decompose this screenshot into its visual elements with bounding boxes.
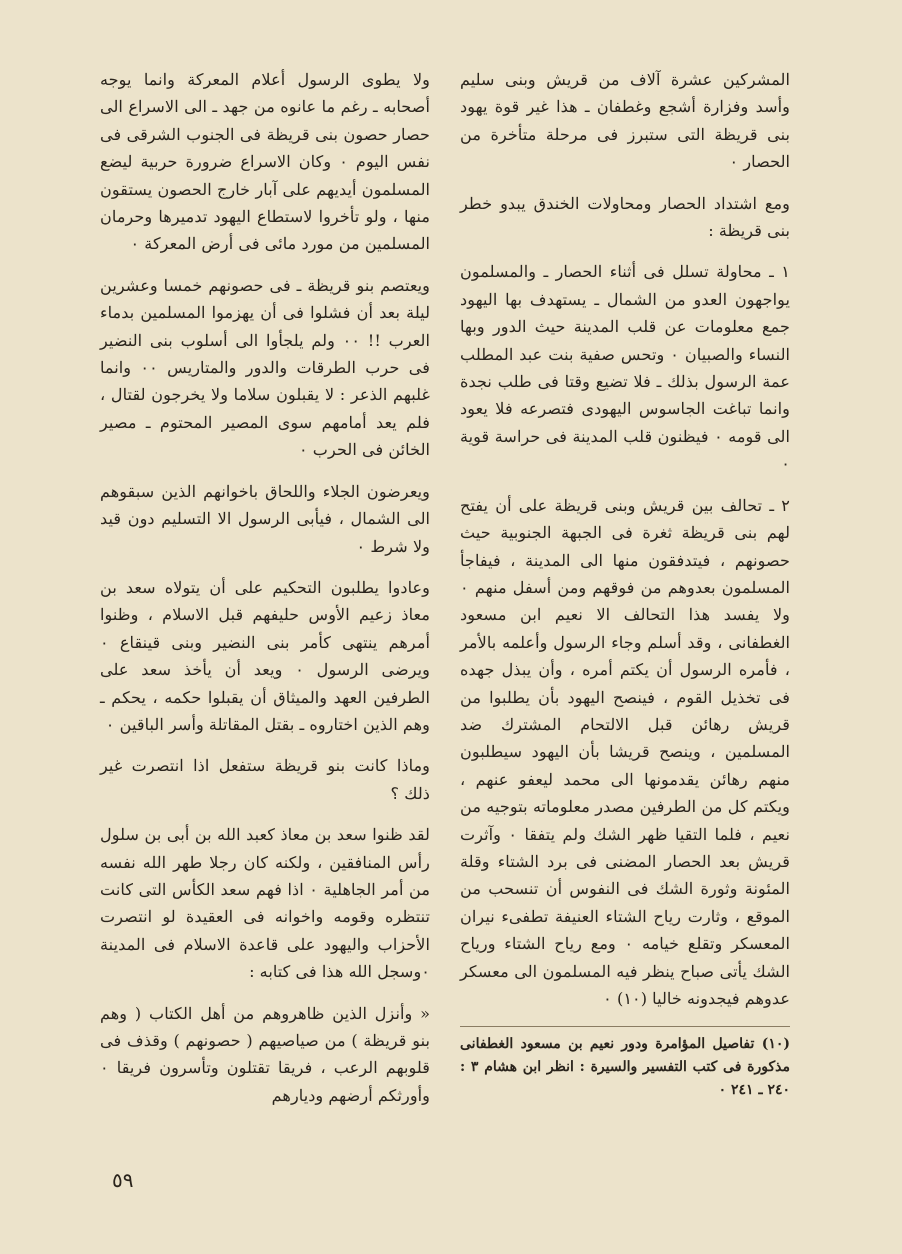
footnote-divider [460, 1026, 790, 1027]
paragraph: لقد ظنوا سعد بن معاذ كعبد الله بن أبى بن سلول رأس المنافقين ، ولكنه كان رجلا طهر الله نفسه من أمر الجاهلية ٠ اذا فهم سعد الكأس التى كانت تنتظره وقومه واخوانه فى العقيدة لو انتصرت الأحزاب واليهود على قاعدة الاسلام فى المدينة ٠وسجل الله هذا فى كتابه : [100, 825, 430, 982]
paragraph: وعادوا يطلبون التحكيم على أن يتولاه سعد بن معاذ زعيم الأوس حليفهم قبل الاسلام ، وظنوا أمرهم ينتهى كأمر بنى النضير وبنى قينقاع ٠ ويرضى الرسول ٠ ويعد أن يأخذ سعد على الطرفين العهد والميثاق أن يقبلوا حكمه ، يحكم ـ وهم الذين اختاروه ـ بقتل المقاتلة وأسر الباقين ٠ [100, 577, 430, 734]
paragraph: ومع اشتداد الحصار ومحاولات الخندق يبدو خطر بنى قريظة : [460, 193, 790, 241]
quran-quote: « وأنزل الذين ظاهروهم من أهل الكتاب ( وهم بنو قريظة ) من صياصيهم ( حصونهم ) وقذف فى قلوبهم الرعب ، فريقا تقتلون وتأسرون فريقا ٠ وأورثكم أرضهم وديارهم [100, 1003, 430, 1105]
footnote: (١٠) تفاصيل المؤامرة ودور نعيم بن مسعود الغطفانى مذكورة فى كتب التفسير والسيرة : انظر ابن هشام ٣ : ٢٤٠ ـ ٢٤١ ٠ [460, 1036, 790, 1099]
right-column [460, 66, 790, 1116]
page-number: ٥٩ [112, 1168, 134, 1192]
paragraph: ١ ـ محاولة تسلل فى أثناء الحصار ـ والمسلمون يواجهون العدو من الشمال ـ يستهدف بها اليهود جمع معلومات عن قلب المدينة حيث الدور وبها النساء والصبيان ٠ وتحس صفية بنت عبد المطلب عمة الرسول بذلك ـ فلا تضيع وقتا فى طلب نجدة وانما تباغت الجاسوس اليهودى فتصرعه فلا يعود الى قومه ٠ فيظنون قلب المدينة فى حراسة قوية ٠ [460, 262, 791, 474]
left-column [100, 66, 430, 1123]
paragraph: وماذا كانت بنو قريظة ستفعل اذا انتصرت غير ذلك ؟ [100, 756, 430, 803]
paragraph: المشركين عشرة آلاف من قريش وبنى سليم وأسد وفزارة أشجع وغطفان ـ هذا غير قوة يهود بنى قريظة التى ستبرز فى مرحلة متأخرة من الحصار ٠ [460, 70, 790, 172]
paragraph: ويعتصم بنو قريظة ـ فى حصونهم خمسا وعشرين ليلة بعد أن فشلوا فى أن يهزموا المسلمين بدماء العرب !! ٠٠ ولم يلجأوا الى أسلوب بنى النضير فى حرب الطرقات والدور والمتاريس ٠٠ وانما غلبهم الذعر : لا يقبلون سلاما ولا يخرجون لقتال ، فلم يعد أمامهم سوى المصير المحتوم ـ مصير الخائن فى الحرب ٠ [100, 275, 430, 460]
paragraph: ويعرضون الجلاء واللحاق باخوانهم الذين سبقوهم الى الشمال ، فيأبى الرسول الا التسليم دون قيد ولا شرط ٠ [100, 481, 430, 556]
paragraph: ٢ ـ تحالف بين قريش وبنى قريظة على أن يفتح لهم بنى قريظة ثغرة فى الجبهة الجنوبية حيث حصونهم ، فيتدفقون منها الى المدينة ، فيفاجأ المسلمون بعدوهم من فوقهم ومن أسفل منهم ٠ ولا يفسد هذا التحالف الا نعيم ابن مسعود الغطفانى ، وقد أسلم وجاء الرسول وأعلمه بالأمر ، فأمره الرسول أن يكتم أمره ، وأن يبذل جهده فى تخذيل القوم ، فينصح اليهود بأن يطلبوا من قريش رهائن قبل الالتحام المشترك ضد المسلمين ، وينصح قريشا بأن اليهود سيطلبون منهم رهائن يقدمونها الى محمد ليعفو عنهم ، ويكتم كل من الطرفين مصدر معلوماته بتوجيه من نعيم ، فلما التقيا ظهر الشك ولم يتفقا ٠ وآثرت قريش بعد الحصار المضنى فى برد الشتاء وقلة المئونة وثورة الشك فى النفوس أن تنسحب من الموقع ، وثارت رياح الشتاء العنيفة تطفىء نيران المعسكر وتقلع خيامه ٠ ومع رياح الشتاء ورياح الشك يأتى صباح ينظر فيه المسلمون الى معسكر عدوهم فيجدونه خاليا (١٠) ٠ [460, 495, 790, 1008]
paragraph: ولا يطوى الرسول أعلام المعركة وانما يوجه أصحابه ـ رغم ما عانوه من جهد ـ الى الاسراع الى حصار حصون بنى قريظة فى الجنوب الشرقى فى نفس اليوم ٠ وكان الاسراع ضرورة حربية ليضع المسلمون أيديهم على آبار خارج الحصون يستقون منها ، ولو تأخروا لاستطاع اليهود تدميرها وحرمان المسلمين من مورد مائى فى أرض المعركة ٠ [100, 70, 430, 254]
